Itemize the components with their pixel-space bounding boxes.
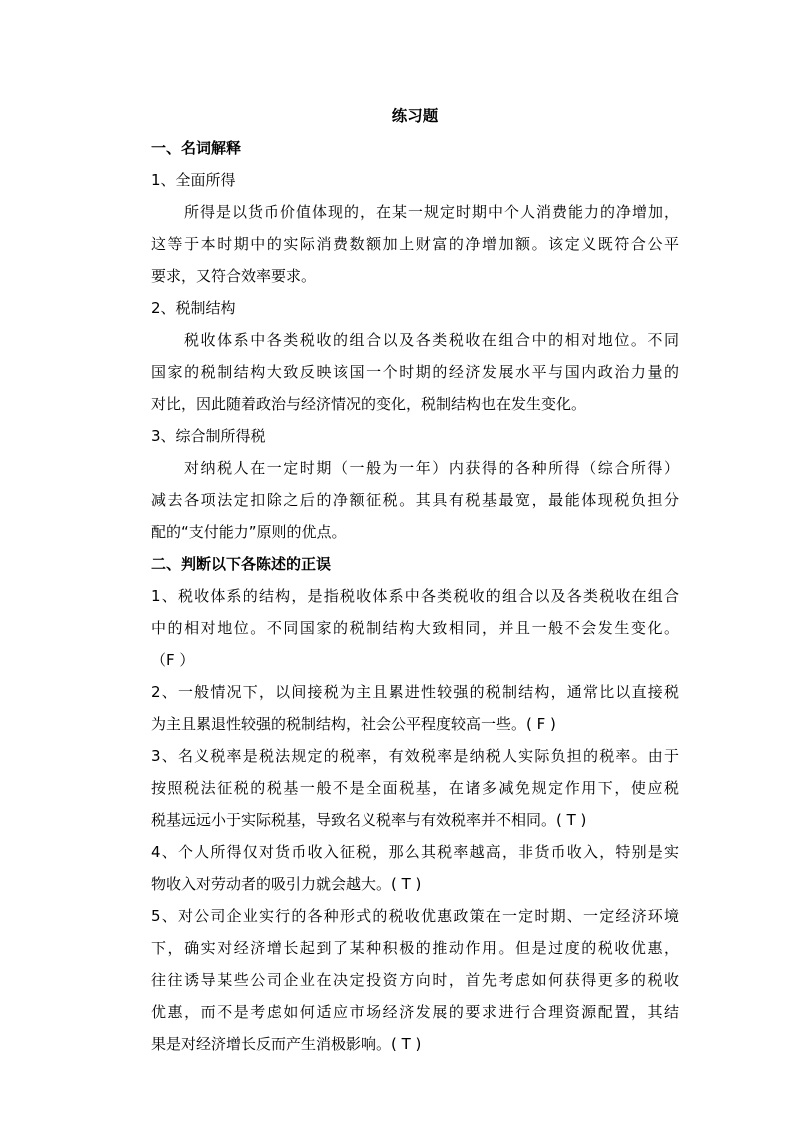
definition-line: 要求，又符合效率要求。: [151, 267, 317, 285]
statement-line: 3、名义税率是税法规定的税率，有效税率是纳税人实际负担的税率。由于: [151, 747, 679, 765]
page-title: 练习题: [391, 107, 439, 125]
definition-line: 对纳税人在一定时期（一般为一年）内获得的各种所得（综合所得）: [184, 459, 679, 477]
definition-line: 国家的税制结构大致反映该国一个时期的经济发展水平与国内政治力量的: [151, 363, 679, 381]
definition-line: 配的“支付能力”原则的优点。: [151, 523, 347, 541]
statement-line: 税基远远小于实际税基，导致名义税率与有效税率并不相同。( T ): [151, 811, 587, 829]
section-heading-definitions: 一、名词解释: [151, 139, 242, 157]
statement-line: 为主且累退性较强的税制结构，社会公平程度较高一些。( F ): [151, 715, 556, 733]
term-label: 1、全面所得: [151, 171, 236, 189]
statement-line: 2、一般情况下，以间接税为主且累进性较强的税制结构，通常比以直接税: [151, 683, 679, 701]
statement-line: 5、对公司企业实行的各种形式的税收优惠政策在一定时期、一定经济环境: [151, 907, 679, 925]
term-label: 3、综合制所得税: [151, 427, 266, 445]
statement-line: 中的相对地位。不同国家的税制结构大致相同，并且一般不会发生变化。: [151, 619, 679, 637]
statement-line: 优惠，而不是考虑如何适应市场经济发展的要求进行合理资源配置，其结: [151, 1003, 679, 1021]
definition-line: 所得是以货币价值体现的，在某一规定时期中个人消费能力的净增加，: [184, 203, 679, 221]
statement-line: 4、个人所得仅对货币收入征税，那么其税率越高，非货币收入，特别是实: [151, 843, 679, 861]
document-content: [151, 100, 679, 1060]
definition-line: 减去各项法定扣除之后的净额征税。其具有税基最宽，最能体现税负担分: [151, 491, 679, 509]
statement-answer: （F ）: [151, 651, 195, 669]
definition-line: 对比，因此随着政治与经济情况的变化，税制结构也在发生变化。: [151, 395, 587, 413]
definition-line: 税收体系中各类税收的组合以及各类税收在组合中的相对地位。不同: [184, 331, 679, 349]
definition-line: 这等于本时期中的实际消费数额加上财富的净增加额。该定义既符合公平: [151, 235, 679, 253]
statement-line: 果是对经济增长反而产生消极影响。( T ): [151, 1035, 422, 1053]
statement-line: 物收入对劳动者的吸引力就会越大。( T ): [151, 875, 422, 893]
term-label: 2、税制结构: [151, 299, 236, 317]
section-heading-true-false: 二、判断以下各陈述的正误: [151, 555, 332, 573]
statement-line: 1、税收体系的结构，是指税收体系中各类税收的组合以及各类税收在组合: [151, 587, 679, 605]
statement-line: 按照税法征税的税基一般不是全面税基，在诸多减免规定作用下，使应税: [151, 779, 679, 797]
statement-line: 往往诱导某些公司企业在决定投资方向时，首先考虑如何获得更多的税收: [151, 971, 679, 989]
statement-line: 下，确实对经济增长起到了某种积极的推动作用。但是过度的税收优惠，: [151, 939, 679, 957]
